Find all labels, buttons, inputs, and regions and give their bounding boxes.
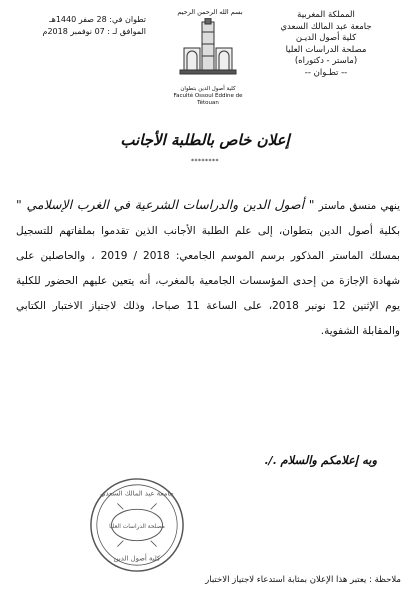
- date-gregorian: الموافق لـ : 07 نوفمبر 2018م: [42, 27, 146, 36]
- institution-header: [251, 10, 401, 79]
- stamp-inner-text: مصلحة الدراسات العليا: [109, 523, 165, 530]
- announcement-body: [16, 192, 400, 344]
- logo-caption-latin: Faculté Ossoul Eddine de Tétouan: [173, 93, 243, 106]
- official-stamp-icon: [88, 476, 186, 574]
- stamp-outer-text: جامعة عبد المالك السعدي: [100, 489, 174, 498]
- announcement-title: إعلان خاص بالطلبة الأجانب: [120, 131, 290, 149]
- body-intro: ينهي منسق ماستر: [318, 200, 401, 212]
- stamp-bottom-text: كلية أصول الدين: [113, 554, 161, 563]
- header-line: المملكة المغربية: [297, 10, 355, 20]
- faculty-logo-icon: [178, 18, 238, 88]
- header-line: (ماستر - دكتوراه): [294, 56, 358, 66]
- body-rest: بكلية أصول الدين بتطوان، إلى علم الطلبة الأجانب الذين تقدموا بملفاتهم للتسجيل بمسلك الماستر المذكور برسم الموسم الجامعي: 2018 / 2019 ، والحاصلين على شهادة الإجازة من إحدى المؤسسات الجامعية بالمغرب، أنه يتعين عليهم الحضور للكلية يوم الإثنين 12 نونبر 2018، على الساعة 11 صباحا، وذلك لاجتياز الاختبار الكتابي والمقابلة الشفوية.: [16, 225, 400, 337]
- header-line: -- تطـوان --: [304, 67, 348, 78]
- header-line: جامعة عبد المالك السعدي: [280, 21, 372, 32]
- course-name: " أصول الدين والدراسات الشرعية في الغرب الإسلامي ": [16, 197, 315, 212]
- logo-caption-ar: كلية أصول الدين بتطوان: [180, 86, 236, 92]
- logo-caption: [168, 86, 248, 107]
- bismillah: بسم الله الرحمن الرحيم: [177, 8, 243, 16]
- closing-line: وبه إعلامكم والسلام ./.: [264, 453, 377, 467]
- title-separator: ********: [191, 158, 219, 165]
- footer-note: ملاحظة : يعتبر هذا الإعلان بمثابة استدعاء لاجتياز الاختبار: [205, 575, 401, 585]
- header-line: مصلحة الدراسات العليا: [285, 44, 367, 55]
- header-line: كلية أصول الديـن: [295, 33, 357, 43]
- date-hijri: تطوان في: 28 صفر 1440هـ: [49, 15, 146, 24]
- date-block: [6, 14, 146, 38]
